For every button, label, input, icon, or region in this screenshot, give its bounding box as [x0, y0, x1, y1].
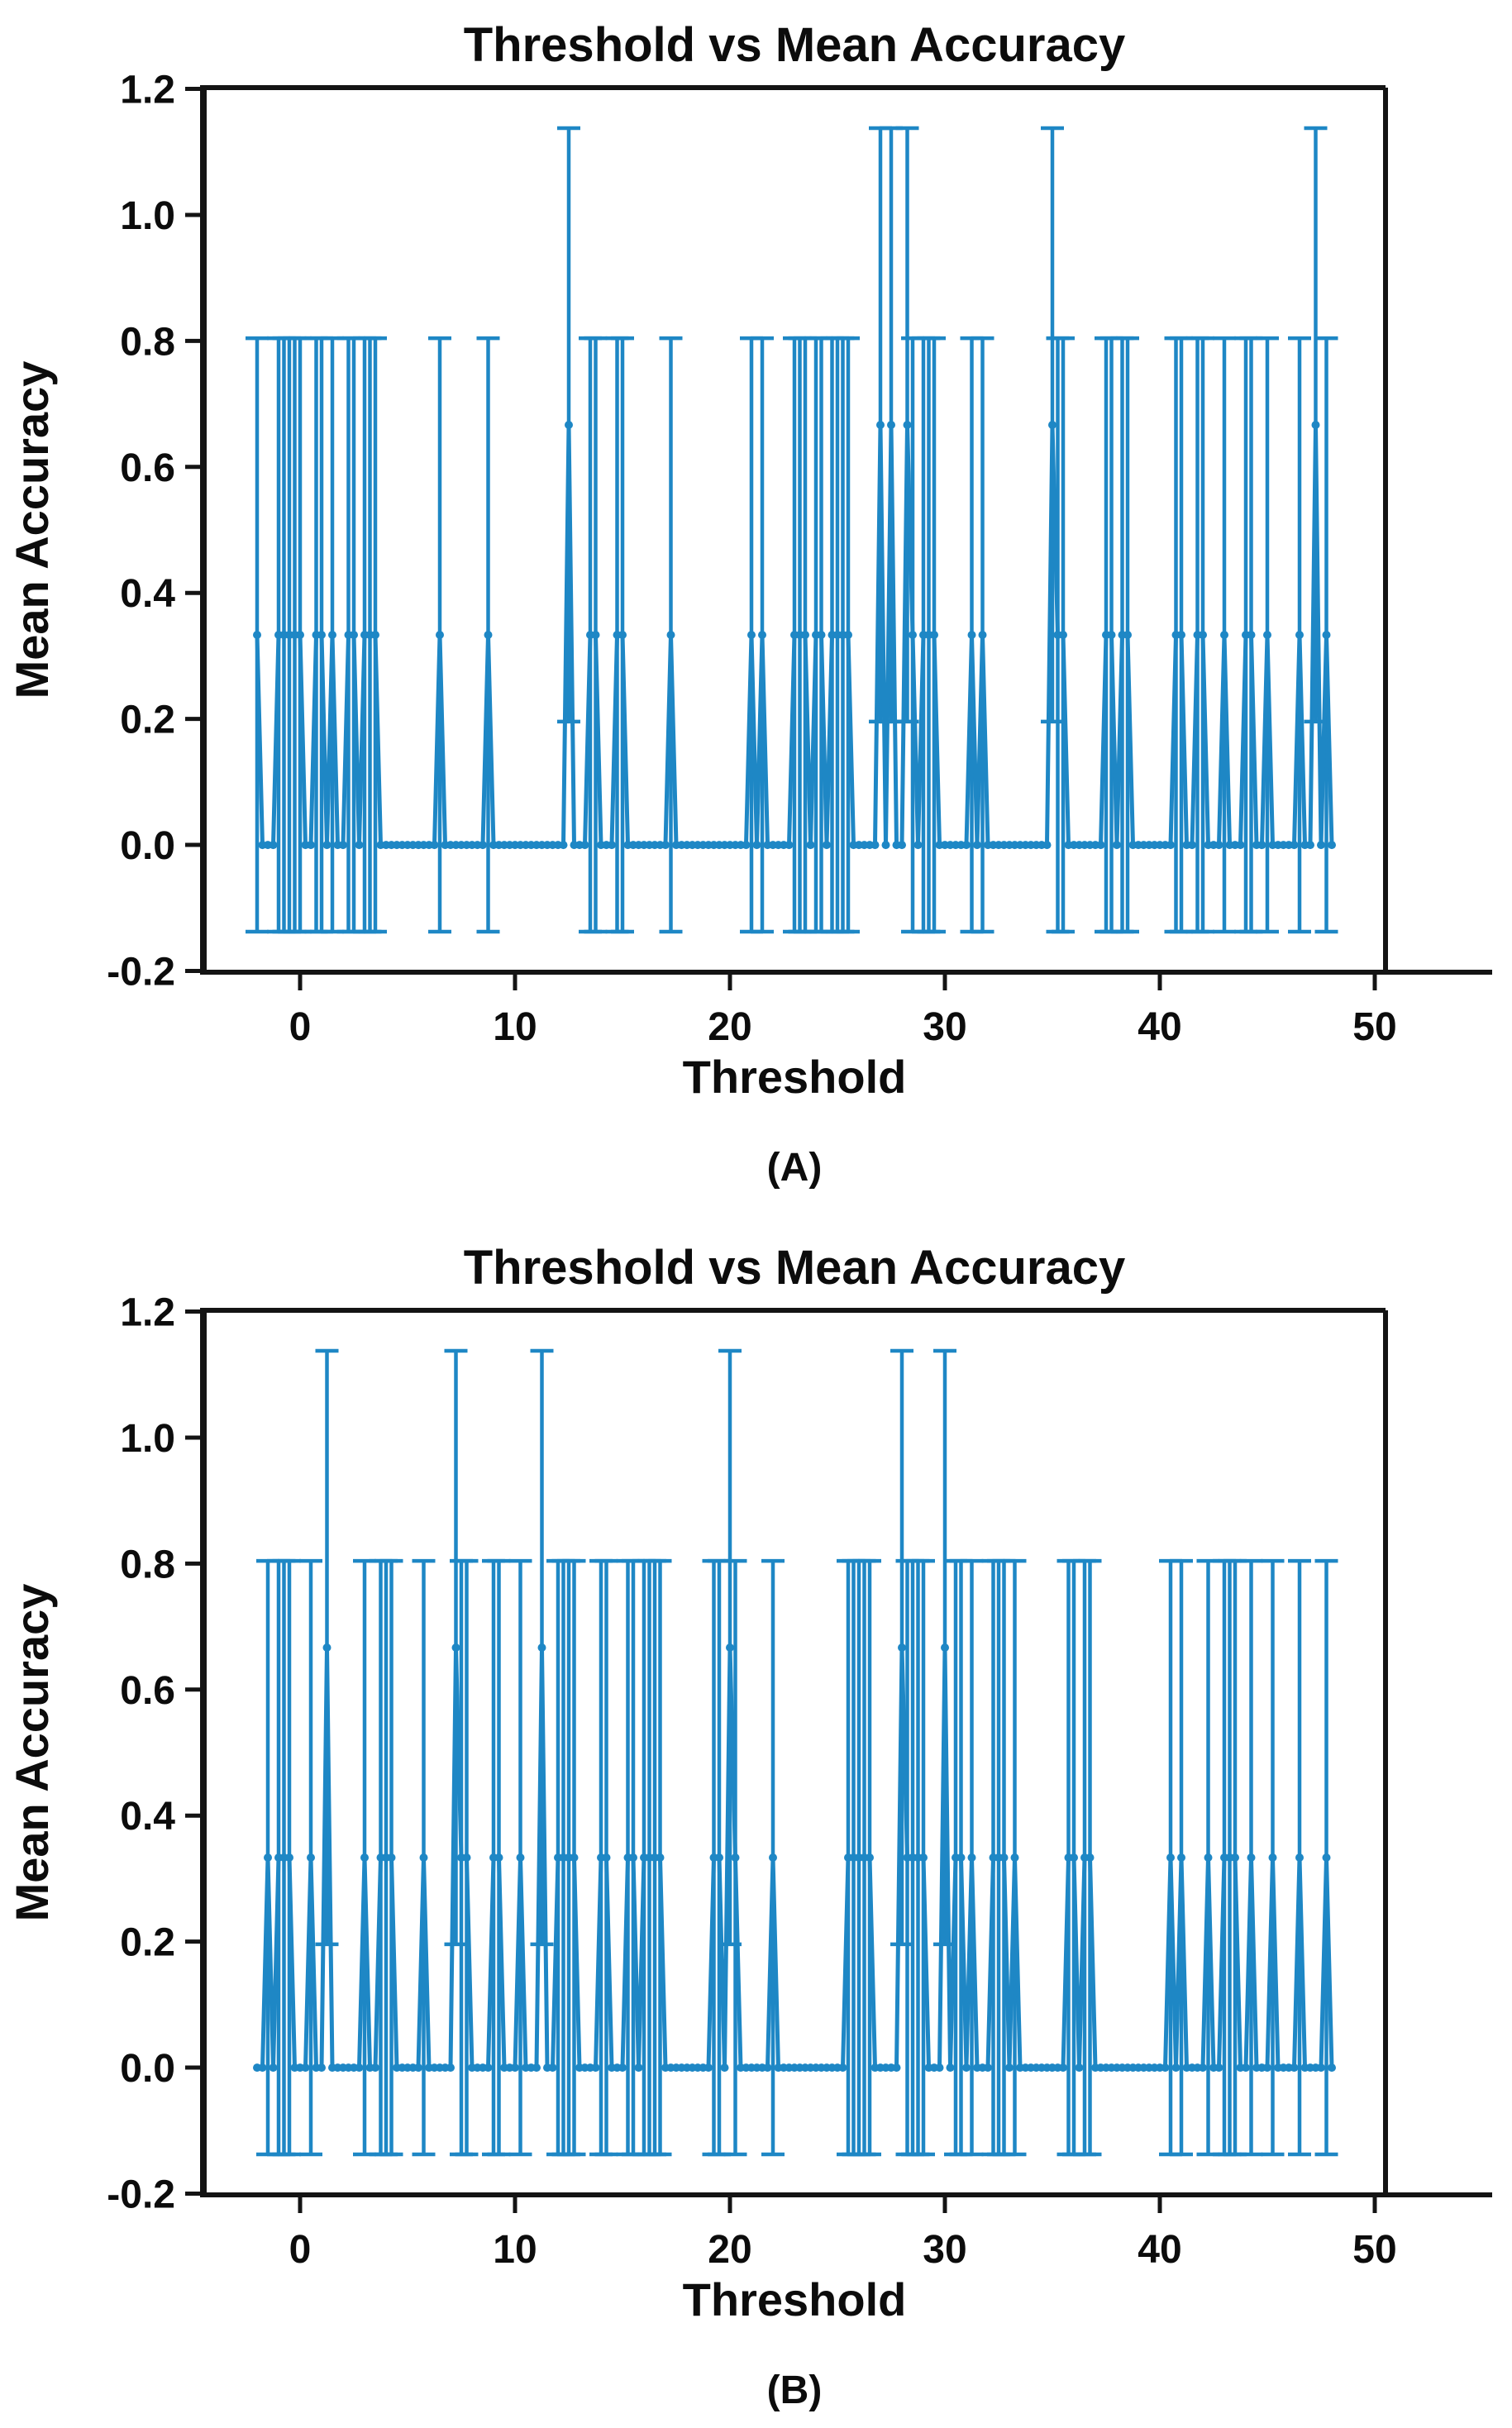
data-point	[844, 631, 852, 639]
data-point	[1258, 841, 1266, 849]
data-point	[758, 631, 766, 639]
data-point	[893, 2063, 901, 2072]
y-tick-label: -0.2	[107, 950, 175, 995]
y-tick-label: 0.6	[120, 446, 175, 490]
data-point	[371, 2063, 379, 2072]
data-point	[962, 841, 971, 849]
y-tick-label: 0.0	[120, 824, 175, 869]
chart-b-svg	[0, 1223, 1512, 2428]
x-tick-label: 40	[1138, 2228, 1182, 2272]
data-point	[317, 631, 326, 639]
data-point	[1306, 841, 1314, 849]
data-point	[339, 841, 347, 849]
data-point	[431, 841, 439, 849]
data-point	[1295, 1853, 1304, 1862]
y-tick-label: 0.4	[120, 572, 175, 617]
data-point	[919, 1853, 928, 1862]
data-point	[1204, 1853, 1213, 1862]
data-point	[446, 2063, 455, 2072]
data-point	[1317, 841, 1325, 849]
chart-panel-b	[0, 1223, 1512, 2428]
data-point	[635, 2063, 643, 2072]
data-point	[882, 841, 890, 849]
data-point	[484, 2063, 493, 2072]
data-point	[1242, 2063, 1250, 2072]
data-point	[785, 841, 794, 849]
y-axis-label: Mean Accuracy	[6, 1583, 58, 1922]
data-point	[936, 2063, 944, 2072]
data-point	[732, 1853, 740, 1862]
data-point	[608, 841, 616, 849]
data-point	[1059, 631, 1067, 639]
data-point	[355, 841, 364, 849]
data-point	[1000, 1853, 1009, 1862]
data-point	[1177, 631, 1185, 639]
x-tick-label: 30	[923, 2228, 967, 2272]
data-point	[629, 1853, 637, 1862]
data-point	[887, 421, 895, 429]
data-point	[904, 421, 912, 429]
data-point	[973, 841, 981, 849]
data-point	[1290, 2063, 1299, 2072]
data-point	[941, 1643, 949, 1652]
data-point	[355, 2063, 364, 2072]
data-point	[603, 1853, 611, 1862]
data-point	[1048, 421, 1056, 429]
chart-title: Threshold vs Mean Accuracy	[463, 1241, 1126, 1295]
data-point	[532, 2063, 541, 2072]
data-point	[818, 631, 826, 639]
y-tick-label: 0.4	[120, 1795, 175, 1839]
y-tick-label: 0.8	[120, 1543, 175, 1587]
data-point	[1123, 631, 1132, 639]
data-point	[704, 2063, 713, 2072]
data-point	[801, 631, 809, 639]
data-point	[866, 1853, 874, 1862]
data-point	[1328, 2063, 1336, 2072]
x-tick-label: 10	[493, 1005, 537, 1049]
x-axis-label: Threshold	[682, 1051, 907, 1103]
y-tick-label: 0.2	[120, 698, 175, 742]
x-tick-label: 30	[923, 1005, 967, 1049]
x-tick-label: 20	[708, 2228, 752, 2272]
data-point	[753, 841, 761, 849]
data-point	[839, 2063, 847, 2072]
x-tick-label: 10	[493, 2228, 537, 2272]
data-point	[1237, 841, 1245, 849]
data-point	[764, 2063, 772, 2072]
data-point	[930, 631, 938, 639]
data-point	[984, 2063, 992, 2072]
data-point	[1312, 421, 1320, 429]
data-point	[1188, 841, 1196, 849]
x-tick-label: 20	[708, 1005, 752, 1049]
data-point	[565, 421, 573, 429]
data-point	[592, 631, 600, 639]
data-point	[371, 631, 379, 639]
data-point	[1059, 2063, 1067, 2072]
panel-label: (A)	[766, 1146, 823, 1190]
data-point	[420, 1853, 428, 1862]
data-point	[1086, 1853, 1095, 1862]
data-point	[1215, 2063, 1223, 2072]
data-point	[968, 631, 976, 639]
x-axis-label: Threshold	[682, 2273, 907, 2325]
data-point	[1199, 2063, 1207, 2072]
data-point	[1323, 631, 1331, 639]
data-point	[360, 1853, 369, 1862]
x-tick-label: 0	[289, 1005, 312, 1049]
chart-panel-a	[0, 0, 1512, 1205]
data-point	[328, 631, 336, 639]
data-point	[463, 1853, 471, 1862]
data-point	[871, 841, 880, 849]
y-tick-label: 1.0	[120, 193, 175, 238]
data-point	[296, 631, 304, 639]
data-point	[538, 1643, 546, 1652]
data-point	[1166, 1853, 1175, 1862]
x-tick-label: 50	[1352, 2228, 1397, 2272]
y-tick-label: 1.2	[120, 1290, 175, 1335]
y-tick-label: 0.6	[120, 1668, 175, 1713]
data-point	[1263, 631, 1271, 639]
data-point	[1247, 631, 1256, 639]
x-tick-label: 0	[289, 2228, 312, 2272]
data-point	[323, 841, 331, 849]
data-point	[484, 631, 493, 639]
data-point	[307, 1853, 315, 1862]
data-point	[715, 1853, 723, 1862]
data-point	[436, 631, 444, 639]
data-point	[1076, 2063, 1084, 2072]
data-point	[1199, 631, 1207, 639]
data-point	[259, 2063, 267, 2072]
data-point	[264, 1853, 272, 1862]
data-point	[269, 841, 278, 849]
data-point	[979, 631, 987, 639]
data-point	[898, 841, 906, 849]
data-point	[747, 631, 756, 639]
data-point	[618, 631, 627, 639]
data-point	[511, 2063, 519, 2072]
data-point	[302, 2063, 310, 2072]
data-point	[479, 841, 487, 849]
data-point	[560, 841, 568, 849]
data-point	[414, 2063, 422, 2072]
data-point	[742, 841, 751, 849]
data-point	[388, 1853, 396, 1862]
data-point	[1231, 1853, 1239, 1862]
data-point	[656, 1853, 665, 1862]
y-tick-label: 1.2	[120, 68, 175, 112]
data-point	[1263, 2063, 1271, 2072]
data-point	[570, 1853, 579, 1862]
data-point	[1220, 631, 1228, 639]
data-point	[1011, 1853, 1019, 1862]
data-point	[549, 2063, 557, 2072]
panel-label: (B)	[766, 2368, 823, 2412]
data-point	[1328, 841, 1336, 849]
data-point	[807, 841, 815, 849]
y-tick-label: -0.2	[107, 2173, 175, 2217]
data-point	[1177, 1853, 1185, 1862]
data-point	[661, 841, 670, 849]
data-point	[285, 1853, 293, 1862]
y-tick-label: 1.0	[120, 1416, 175, 1461]
x-tick-label: 40	[1138, 1005, 1182, 1049]
data-point	[876, 421, 885, 429]
data-point	[1166, 841, 1175, 849]
data-point	[769, 1853, 777, 1862]
data-point	[452, 1643, 460, 1652]
data-point	[581, 841, 589, 849]
data-point	[1108, 631, 1116, 639]
data-point	[1161, 2063, 1170, 2072]
data-point	[726, 1643, 734, 1652]
data-point	[909, 631, 917, 639]
x-axis	[289, 2195, 1397, 2272]
data-point	[1290, 841, 1299, 849]
data-point	[495, 1853, 503, 1862]
data-point	[898, 1643, 906, 1652]
chart-a-svg	[0, 0, 1512, 1205]
data-point	[517, 1853, 525, 1862]
y-axis	[107, 69, 203, 995]
y-axis	[107, 1291, 203, 2217]
data-point	[721, 2063, 729, 2072]
data-point	[947, 2063, 955, 2072]
x-axis	[289, 972, 1397, 1049]
data-point	[269, 2063, 278, 2072]
y-tick-label: 0.0	[120, 2047, 175, 2092]
data-point	[914, 841, 923, 849]
data-point	[1172, 2063, 1181, 2072]
data-point	[1215, 841, 1223, 849]
data-point	[962, 2063, 971, 2072]
data-point	[1070, 1853, 1078, 1862]
data-point	[1097, 841, 1105, 849]
chart-title: Threshold vs Mean Accuracy	[463, 18, 1126, 72]
data-point	[1269, 1853, 1277, 1862]
y-axis-label: Mean Accuracy	[6, 360, 58, 699]
data-point	[1317, 2063, 1325, 2072]
y-tick-label: 0.2	[120, 1920, 175, 1965]
x-tick-label: 50	[1352, 1005, 1397, 1049]
data-point	[350, 631, 358, 639]
data-point	[1043, 841, 1052, 849]
data-point	[1323, 1853, 1331, 1862]
data-point	[618, 2063, 627, 2072]
data-point	[968, 1853, 976, 1862]
data-point	[1295, 631, 1304, 639]
data-point	[1005, 2063, 1014, 2072]
data-point	[253, 631, 261, 639]
data-point	[592, 2063, 600, 2072]
y-tick-label: 0.8	[120, 320, 175, 365]
data-point	[667, 631, 675, 639]
data-point	[317, 2063, 326, 2072]
data-point	[823, 841, 831, 849]
data-point	[957, 1853, 966, 1862]
data-point	[307, 841, 315, 849]
data-point	[323, 1643, 331, 1652]
data-point	[1113, 841, 1121, 849]
data-point	[1247, 1853, 1256, 1862]
